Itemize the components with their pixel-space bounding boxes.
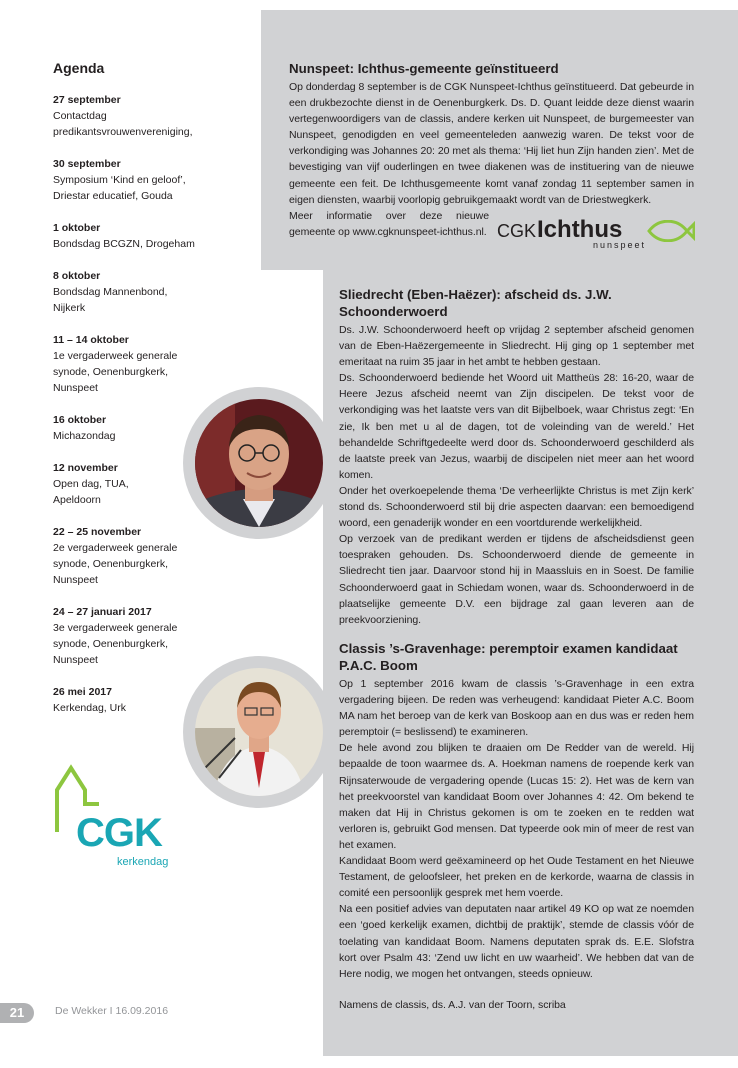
article-paragraph: Onder het overkoepelende thema ‘De verheerlijkte Christus is met Zijn kerk’ stond ds. Schoonderwoerd stil bij drie aspecten daarvan: een bemoedigend woord, een genaderijk wonder en een voortdurende werkelijkheid. — [339, 484, 694, 530]
agenda-line: Nunspeet — [53, 654, 98, 666]
agenda-entry — [53, 220, 253, 252]
agenda-line: Bondsdag Mannenbond, — [53, 286, 168, 298]
ichthus-logo-word: CGKIchthus — [497, 216, 623, 243]
agenda-line: synode, Oenenburgkerk, — [53, 558, 168, 570]
agenda-line: Nunspeet — [53, 574, 98, 586]
agenda-date: 22 – 25 november — [53, 526, 142, 538]
agenda-line: Kerkendag, Urk — [53, 702, 126, 714]
ichthus-logo — [497, 216, 697, 252]
portrait-boom — [183, 656, 335, 808]
agenda-line: synode, Oenenburgkerk, — [53, 366, 168, 378]
agenda-line: predikantsvrouwenvereniging, — [53, 126, 193, 138]
agenda-entry — [53, 524, 253, 588]
agenda-line: Nijkerk — [53, 302, 86, 314]
agenda-entry — [53, 332, 253, 396]
agenda-date: 30 september — [53, 158, 121, 170]
agenda-line: Open dag, TUA, — [53, 478, 129, 490]
article-title: Classis ’s-Gravenhage: peremptoir examen kandidaat P.A.C. Boom — [339, 641, 678, 673]
agenda-date: 12 november — [53, 462, 118, 474]
agenda-line: Apeldoorn — [53, 494, 101, 506]
agenda-line: Bondsdag BCGZN, Drogeham — [53, 238, 195, 250]
article-paragraph: De hele avond zou blijken te draaien om De Redder van de wereld. Hij bepaalde de toon waarmee ds. A. Hoekman namens de roepende kerk van Rijnsaterwoude de vergadering opende (Lucas 15: 2). Het was de kern van het preekvoorstel van kandidaat Boom over Johannes 4: 42. Om bekend te maken dat Hij in Christus gekomen is om te zoeken en te redden wat verloren is, gebruikt God mensen. Dat typeerde ook min of meer de rest van het examen. — [339, 742, 694, 851]
portrait-schoonderwoerd — [183, 387, 335, 539]
article-gravenhage — [339, 640, 694, 1013]
agenda-line: Michazondag — [53, 430, 116, 442]
agenda-date: 8 oktober — [53, 270, 101, 282]
article-nunspeet — [289, 60, 694, 240]
agenda-title: Agenda — [53, 60, 105, 76]
article-paragraph: Op 1 september 2016 kwam de classis ’s-Gravenhage in een extra vergadering bijeen. De reden was verheugend: kandidaat Pieter A.C. Boom MA nam het beroep van de kerk van Boskoop aan en dus was er reden hem peremptoir (= beslissend) te examineren. — [339, 678, 694, 739]
cgk-letters: CGK — [76, 811, 162, 855]
article-title: Nunspeet: Ichthus-gemeente geïnstitueerd — [289, 61, 559, 76]
agenda-line: 1e vergaderweek generale — [53, 350, 178, 362]
footer-publication: De Wekker I 16.09.2016 — [55, 1005, 169, 1017]
article-sliedrecht — [339, 286, 694, 628]
agenda-line: Driestar educatief, Gouda — [53, 190, 173, 202]
agenda-date: 16 oktober — [53, 414, 107, 426]
page-number: 21 — [0, 1003, 34, 1023]
article-more-info: Meer informatie over deze nieuwe gemeente op www.cgknunspeet-ichthus.nl. — [289, 209, 489, 238]
kerkendag-label: kerkendag — [117, 856, 169, 868]
article-paragraph: Op verzoek van de predikant werden er tijdens de afscheidsdienst geen toespraken gehouden. Ds. Schoonderwoerd diende de gemeente in Sliedrecht tien jaar. Daarvoor stond hij in Maassluis en in Soest. De familie Schoonderwoerd gaat in Schiedam wonen, waar ds. Schoonderwoerd in de plaatselijke gemeente D.V. een bijdrage zal gaan leveren aan de preekvoorziening. — [339, 533, 694, 626]
agenda-line: Nunspeet — [53, 382, 98, 394]
cgk-kerkendag-logo — [53, 764, 183, 874]
agenda-date: 27 september — [53, 94, 121, 106]
agenda-entry — [53, 268, 253, 316]
ichthus-logo-sub: nunspeet — [593, 240, 647, 250]
agenda-line: 2e vergaderweek generale — [53, 542, 178, 554]
article-title: Sliedrecht (Eben-Haëzer): afscheid ds. J.W. Schoonderwoerd — [339, 287, 612, 319]
article-body: Op donderdag 8 september is de CGK Nunspeet-Ichthus geïnstitueerd. Dat gebeurde in een drukbezochte dienst in de Oenenburgkerk. Ds. D. Quant leidde deze dienst waarin vertegenwoordigers van de classis, andere kerken uit Nunspeet, de burgemeester van Nunspeet, genodigden en veel gemeenteleden aanwezig waren. De tekst voor de verkondiging was Johannes 20: 20 met als thema: ‘Hij liet hun Zijn handen zien’. Met de bevestiging van vijf ouderlingen en twee diakenen was de instituering van de nieuwe gemeente een feit. De Ichthusgemeente komt vanaf zondag 11 september samen in eigen diensten, waarbij voorlopig gebruikgemaakt wordt van de Driestwegkerk. — [289, 81, 694, 206]
article-paragraph: Ds. Schoonderwoerd bediende het Woord uit Mattheüs 28: 16-20, waar de Heere Jezus afscheid neemt van Zijn discipelen. De tekst voor de verkondiging was het laatste vers van dit Bijbelboek, waar Christus zegt: ‘En zie, Ik ben met u al de dagen, tot de voleinding van de wereld.’ Het behandelde Schriftgedeelte werd door ds. Schoonderwoerd geschilderd als de laatste preek van Jezus, waarbij de discipelen niet meer aan het woord komen. — [339, 372, 694, 481]
article-signature: Namens de classis, ds. A.J. van der Toorn, scriba — [339, 998, 566, 1011]
agenda-date: 11 – 14 oktober — [53, 334, 129, 346]
agenda-line: Symposium ‘Kind en geloof’, — [53, 174, 186, 186]
agenda-entry — [53, 604, 253, 668]
agenda-entry — [53, 92, 253, 140]
agenda-date: 1 oktober — [53, 222, 101, 234]
agenda-line: Contactdag — [53, 110, 107, 122]
article-paragraph: Kandidaat Boom werd geëxamineerd op het Oude Testament en het Nieuwe Testament, de geloofsleer, het preken en de kerkorde, waarna de classis in comité een persoonlijk gesprek met hem voerde. — [339, 855, 694, 900]
fish-icon — [647, 220, 695, 242]
agenda-date: 26 mei 2017 — [53, 686, 112, 698]
agenda-line: synode, Oenenburgkerk, — [53, 638, 168, 650]
agenda-line: 3e vergaderweek generale — [53, 622, 178, 634]
agenda-date: 24 – 27 januari 2017 — [53, 606, 152, 618]
article-paragraph: Na een positief advies van deputaten naar artikel 49 KO op wat ze noemden een ‘goed kerkelijk examen, dichtbij de praktijk’, stemde de classis vóór de toelating van kandidaat Boom. Namens deputaten sprak ds. E.E. Slofstra kort over Psalm 43: ‘Zend uw licht en uw waarheid’. We hebben dat van de Here nodig, we mogen het ontvangen, steeds opnieuw. — [339, 903, 694, 980]
article-paragraph: Ds. J.W. Schoonderwoerd heeft op vrijdag 2 september afscheid genomen van de Eben-Haëzergemeente in Sliedrecht. Hij ging op 1 september met emeritaat na ruim 35 jaar in het ambt te hebben gestaan. — [339, 324, 694, 369]
agenda-entry — [53, 156, 253, 204]
